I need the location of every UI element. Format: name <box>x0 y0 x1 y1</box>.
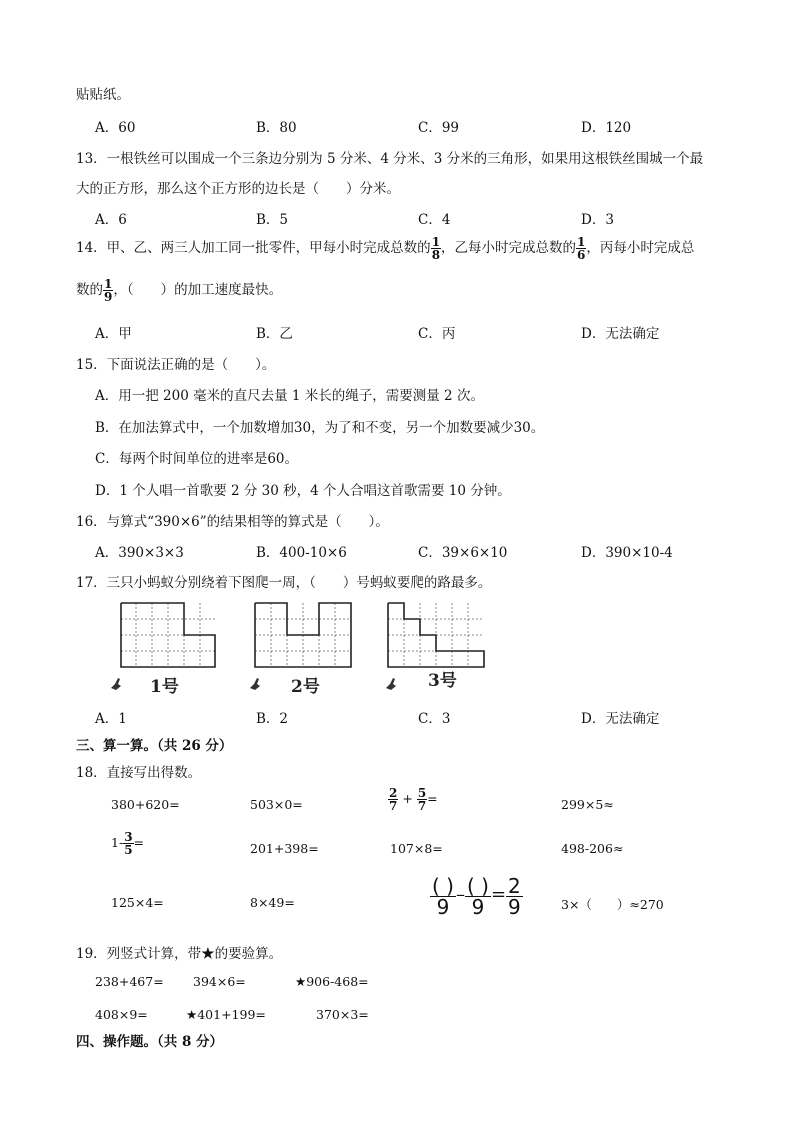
q15-option-c[interactable]: C．每两个时间单位的进率是60。 <box>95 451 299 467</box>
q19-item: ★906-468= <box>295 974 369 989</box>
q14-fraction-3 <box>103 278 113 303</box>
ant-icon-3 <box>386 678 396 690</box>
section-4-title: 四、操作题。（共 8 分） <box>76 1034 224 1050</box>
q18-item: 503×0= <box>250 797 303 812</box>
q18-stem: 18．直接写出得数。 <box>76 765 202 781</box>
operator: + <box>402 791 413 806</box>
q18-item: 498-206≈ <box>561 841 624 856</box>
q17-option-b[interactable]: B．2 <box>256 711 289 727</box>
fraction <box>465 876 491 917</box>
q18-item: 380+620= <box>111 797 180 812</box>
q14-option-d[interactable]: D．无法确定 <box>581 326 660 342</box>
q18-fraction-fill <box>430 876 523 917</box>
q15-option-a[interactable]: A．用一把 200 毫米的直尺去量 1 米长的绳子，需要测量 2 次。 <box>95 388 484 404</box>
q18-item: 3×（ ）≈270 <box>561 897 664 912</box>
equals: = <box>427 791 438 806</box>
q12-option-d[interactable]: D．120 <box>581 120 632 136</box>
q17-option-c[interactable]: C．3 <box>418 711 451 727</box>
q18-fraction-sum <box>388 787 438 812</box>
fraction <box>506 876 523 917</box>
q12-option-b[interactable]: B．80 <box>256 120 297 136</box>
q14-text-5: ，（ ）的加工速度最快。 <box>113 282 283 298</box>
q17-stem: 17．三只小蚂蚁分别绕着下图爬一周，（ ）号蚂蚁要爬的路最多。 <box>76 575 492 591</box>
fraction <box>417 787 427 812</box>
fraction <box>388 787 398 812</box>
q19-item: 394×6= <box>193 974 246 989</box>
q14-frac3-den: 9 <box>104 290 113 304</box>
q16-option-c[interactable]: C．39×6×10 <box>418 545 508 561</box>
q14-frac1-den: 8 <box>431 248 441 262</box>
q16-stem: 16．与算式“390×6”的结果相等的算式是（ ）。 <box>76 514 389 530</box>
q18-fraction-subtract <box>111 831 144 856</box>
q17-figure-2 <box>245 600 360 698</box>
numerator-blank[interactable]: ( ) <box>466 874 489 898</box>
q13-line1: 13．一根铁丝可以围成一个三条边分别为 5 分米、4 分米、3 分米的三角形，如果用这根铁丝围城一个最 <box>76 151 704 167</box>
denominator: 9 <box>436 895 450 919</box>
q14-line1 <box>76 236 694 261</box>
ant-icon-1 <box>111 678 121 690</box>
denominator: 7 <box>417 799 427 813</box>
q19-item: ★401+199= <box>186 1007 266 1022</box>
q14-fraction-2 <box>576 236 586 261</box>
q13-line2: 大的正方形，那么这个正方形的边长是（ ）分米。 <box>76 181 400 197</box>
q14-text-1: 14．甲、乙、两三人加工同一批零件，甲每小时完成总数的 <box>76 240 431 256</box>
numerator: 5 <box>417 786 427 800</box>
denominator: 9 <box>508 895 521 919</box>
q14-option-a[interactable]: A．甲 <box>95 326 132 342</box>
denominator: 9 <box>471 895 485 919</box>
q14-line2 <box>76 278 282 303</box>
q18-item: 125×4= <box>111 895 164 910</box>
q17-figure-3 <box>380 600 490 698</box>
q12-tail: 贴贴纸。 <box>76 87 130 103</box>
q16-option-a[interactable]: A．390×3×3 <box>95 545 184 561</box>
q13-option-c[interactable]: C．4 <box>418 212 451 228</box>
text: 1- <box>111 835 124 850</box>
section-3-title: 三、算一算。（共 26 分） <box>76 738 233 754</box>
q19-stem: 19．列竖式计算，带★的要验算。 <box>76 946 283 962</box>
q14-option-c[interactable]: C．丙 <box>418 326 456 342</box>
q14-frac2-den: 6 <box>577 248 586 262</box>
q14-option-b[interactable]: B．乙 <box>256 326 293 342</box>
q19-item: 238+467= <box>95 974 164 989</box>
fraction <box>430 876 456 917</box>
numerator: 3 <box>124 830 133 844</box>
q18-item: 8×49= <box>250 895 295 910</box>
q14-frac2-num: 1 <box>577 235 586 249</box>
q17-option-d[interactable]: D．无法确定 <box>581 711 660 727</box>
q18-item: 299×5≈ <box>561 797 614 812</box>
q14-fraction-1 <box>431 236 441 261</box>
operator: – <box>455 884 465 905</box>
q17-figure-3-label: 3号 <box>428 671 457 691</box>
q12-option-a[interactable]: A．60 <box>95 120 136 136</box>
denominator: 7 <box>389 799 398 813</box>
q12-option-c[interactable]: C．99 <box>418 120 460 136</box>
equals: = <box>490 884 507 905</box>
q18-item: 107×8= <box>390 841 443 856</box>
q14-frac3-num: 1 <box>104 277 113 291</box>
q17-figure-1 <box>105 600 225 698</box>
q18-item: 201+398= <box>250 841 319 856</box>
q19-item: 408×9= <box>95 1007 148 1022</box>
q15-option-d[interactable]: D．1 个人唱一首歌要 2 分 30 秒，4 个人合唱这首歌需要 10 分钟。 <box>95 483 511 499</box>
q16-option-d[interactable]: D．390×10-4 <box>581 545 673 561</box>
q14-text-3: ，丙每小时完成总 <box>586 240 695 256</box>
q17-figure-1-label: 1号 <box>150 677 179 697</box>
q15-stem: 15．下面说法正确的是（ ）。 <box>76 357 276 373</box>
numerator: 2 <box>389 786 398 800</box>
fraction <box>123 831 133 856</box>
q13-option-b[interactable]: B．5 <box>256 212 289 228</box>
q14-text-4: 数的 <box>76 282 103 298</box>
q13-option-a[interactable]: A．6 <box>95 212 127 228</box>
numerator-blank[interactable]: ( ) <box>432 874 454 898</box>
q13-option-d[interactable]: D．3 <box>581 212 614 228</box>
q19-item: 370×3= <box>316 1007 369 1022</box>
ant-icon-2 <box>250 678 260 690</box>
equals: = <box>133 835 145 850</box>
q17-option-a[interactable]: A．1 <box>95 711 127 727</box>
denominator: 5 <box>124 843 133 857</box>
q14-text-2: ，乙每小时完成总数的 <box>441 240 577 256</box>
numerator: 2 <box>508 874 521 898</box>
q15-option-b[interactable]: B．在加法算式中，一个加数增加30，为了和不变，另一个加数要减少30。 <box>95 420 545 436</box>
q17-figure-2-label: 2号 <box>291 677 320 697</box>
q14-frac1-num: 1 <box>431 235 441 249</box>
q16-option-b[interactable]: B．400-10×6 <box>256 545 347 561</box>
